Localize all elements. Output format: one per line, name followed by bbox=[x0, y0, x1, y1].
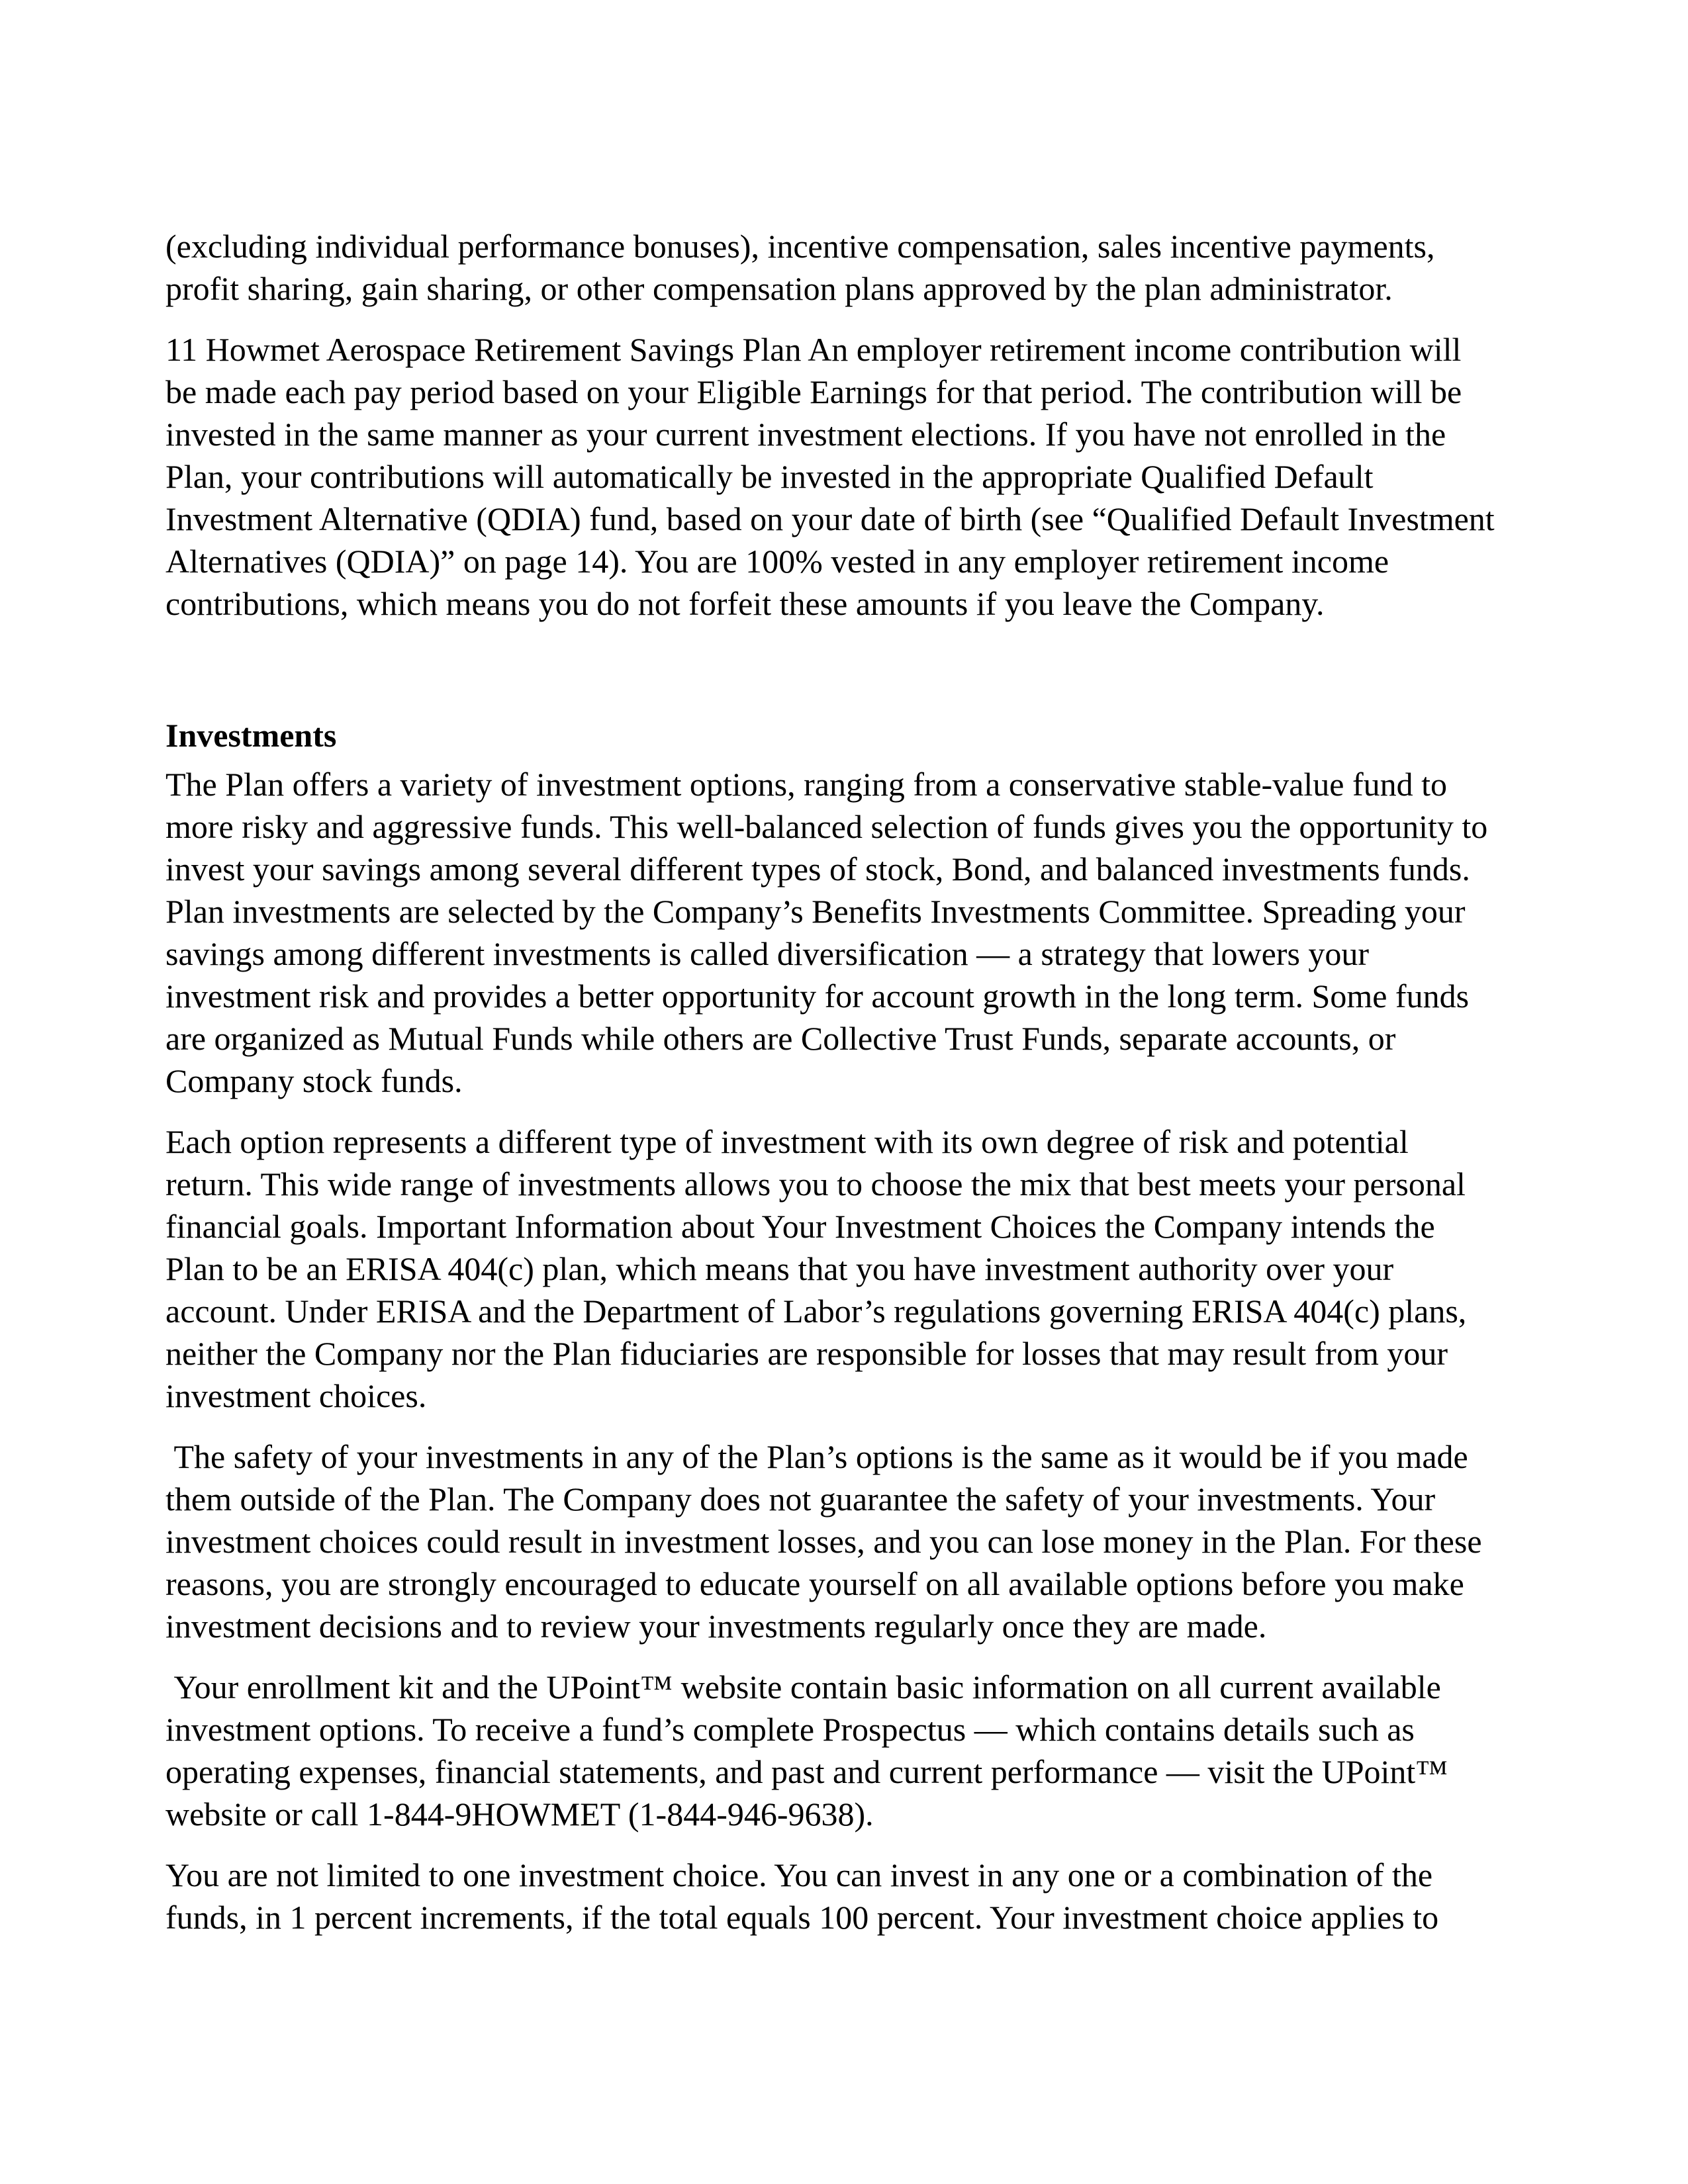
paragraph-investment-choice-combination: You are not limited to one investment choice. You can invest in any one or a combination of the funds, in 1 percent increments, if the total equals 100 percent. Your investment choice applies to bbox=[165, 1856, 1441, 1936]
paragraph-investment-safety: The safety of your investments in any of the Plan’s options is the same as it would be if you made them outside of the Plan. The Company does not guarantee the safety of your investments. Your investment choices could result in investment losses, and you can lose money in the Plan. For these reasons, you are strongly encouraged to educate yourself on all available options before you make investment decisions and to review your investments regularly once they are made. bbox=[165, 1438, 1491, 1645]
section-heading-investments: Investments bbox=[165, 717, 337, 754]
document-content bbox=[165, 225, 1501, 1957]
paragraph-employer-retirement-contribution: 11 Howmet Aerospace Retirement Savings Plan An employer retirement income contribution will be made each pay period based on your Eligible Earnings for that period. The contribution will be invested in the same manner as your current investment elections. If you have not enrolled in the Plan, your contributions will automatically be invested in the appropriate Qualified Default Investment Alternative (QDIA) fund, based on your date of birth (see “Qualified Default Investment Alternatives (QDIA)” on page 14). You are 100% vested in any employer retirement income contributions, which means you do not forfeit these amounts if you leave the Company. bbox=[165, 331, 1501, 622]
paragraph-investment-options-overview: The Plan offers a variety of investment options, ranging from a conservative stable-value fund to more risky and aggressive funds. This well-balanced selection of funds gives you the opportunity to invest your savings among several different types of stock, Bond, and balanced investments funds. Plan investments are selected by the Company’s Benefits Investments Committee. Spreading your savings among different investments is called diversification — a strategy that lowers your investment risk and provides a better opportunity for account growth in the long term. Some funds are organized as Mutual Funds while others are Collective Trust Funds, separate accounts, or Company stock funds. bbox=[165, 766, 1496, 1099]
paragraph-erisa-404c: Each option represents a different type of investment with its own degree of risk and potential return. This wide range of investments allows you to choose the mix that best meets your personal financial goals. Important Information about Your Investment Choices the Company intends the Plan to be an ERISA 404(c) plan, which means that you have investment authority over your account. Under ERISA and the Department of Labor’s regulations governing ERISA 404(c) plans, neither the Company nor the Plan fiduciaries are responsible for losses that may result from your investment choices. bbox=[165, 1123, 1475, 1414]
paragraph-compensation-exclusions: (excluding individual performance bonuses), incentive compensation, sales incentive payments, profit sharing, gain sharing, or other compensation plans approved by the plan administrator. bbox=[165, 228, 1443, 307]
paragraph-enrollment-kit-upoint: Your enrollment kit and the UPoint™ website contain basic information on all current available investment options. To receive a fund’s complete Prospectus — which contains details such as operating expenses, financial statements, and past and current performance — visit the UPoint™ website or call 1-844-9HOWMET (1-844-946-9638). bbox=[165, 1668, 1456, 1833]
